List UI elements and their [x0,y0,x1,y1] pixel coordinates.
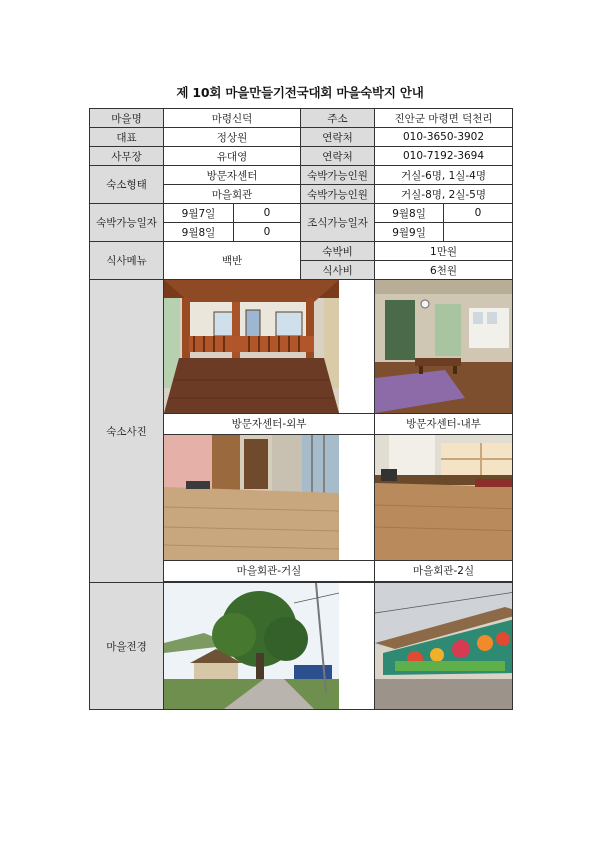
photo-caption-3: 마을회관-거실 [164,561,374,582]
photo-caption-4: 마을회관-2실 [375,561,512,582]
breakfast-mark-1: 0 [444,204,513,223]
photo-caption-1: 방문자센터-외부 [231,418,307,430]
address-label: 주소 [301,109,375,128]
photo-image-1 [164,280,374,414]
stay-fee-value: 1만원 [375,242,513,261]
breakfast-date-1: 9월8일 [375,204,444,223]
photo-image-2 [375,280,512,414]
scenery-image-2 [375,583,513,709]
representative-label: 대표 [90,128,164,147]
photo-village-scenery-1 [164,583,375,710]
capacity-label-1: 숙박가능인원 [301,166,375,185]
photo-visitor-center-interior [375,280,513,435]
lodging-type-label: 숙소형태 [90,166,164,204]
scenery-image-1 [164,583,339,709]
breakfast-date-2: 9월9일 [375,223,444,242]
photo-image-4 [375,435,512,561]
photo-visitor-center-exterior [164,280,375,435]
breakfast-dates-label: 조식가능일자 [301,204,375,242]
capacity-value-1: 거실-6명, 1실-4명 [375,166,513,185]
photo-caption-2: 방문자센터-내부 [406,418,481,430]
stay-fee-label: 숙박비 [301,242,375,261]
lodging-info-table [89,108,513,710]
stay-mark-2: 0 [234,223,301,242]
manager-label: 사무장 [90,147,164,166]
manager-value: 유대영 [164,147,301,166]
stay-date-1: 9월7일 [164,204,234,223]
village-scenery-label: 마을전경 [90,583,164,710]
village-label: 마을명 [90,109,164,128]
meal-fee-label: 식사비 [301,261,375,280]
capacity-value-2: 거실-8명, 2실-5명 [375,185,513,204]
breakfast-mark-2 [444,223,513,242]
stay-date-2: 9월8일 [164,223,234,242]
village-value: 마령신덕 [164,109,301,128]
contact-value-1: 010-3650-3902 [375,128,513,147]
meal-fee-value: 6천원 [375,261,513,280]
photo-village-scenery-2 [375,583,513,710]
capacity-label-2: 숙박가능인원 [301,185,375,204]
stay-mark-1: 0 [234,204,301,223]
lodging-photos-label: 숙소사진 [90,280,164,583]
contact-label-2: 연락처 [301,147,375,166]
photo-image-3 [164,435,374,561]
photo-village-hall-room-2 [375,435,513,583]
menu-label: 식사메뉴 [90,242,164,280]
representative-value: 정상원 [164,128,301,147]
lodging-type-visitor-center: 방문자센터 [164,166,301,185]
contact-value-2: 010-7192-3694 [375,147,513,166]
menu-value: 백반 [164,242,301,280]
stay-dates-label: 숙박가능일자 [90,204,164,242]
document-title: 제 10회 마을만들기전국대회 마을숙박지 안내 [176,85,424,100]
photo-village-hall-living-room [164,435,375,583]
address-value: 진안군 마령면 덕천리 [375,109,513,128]
contact-label-1: 연락처 [301,128,375,147]
lodging-type-village-hall: 마을회관 [164,185,301,204]
